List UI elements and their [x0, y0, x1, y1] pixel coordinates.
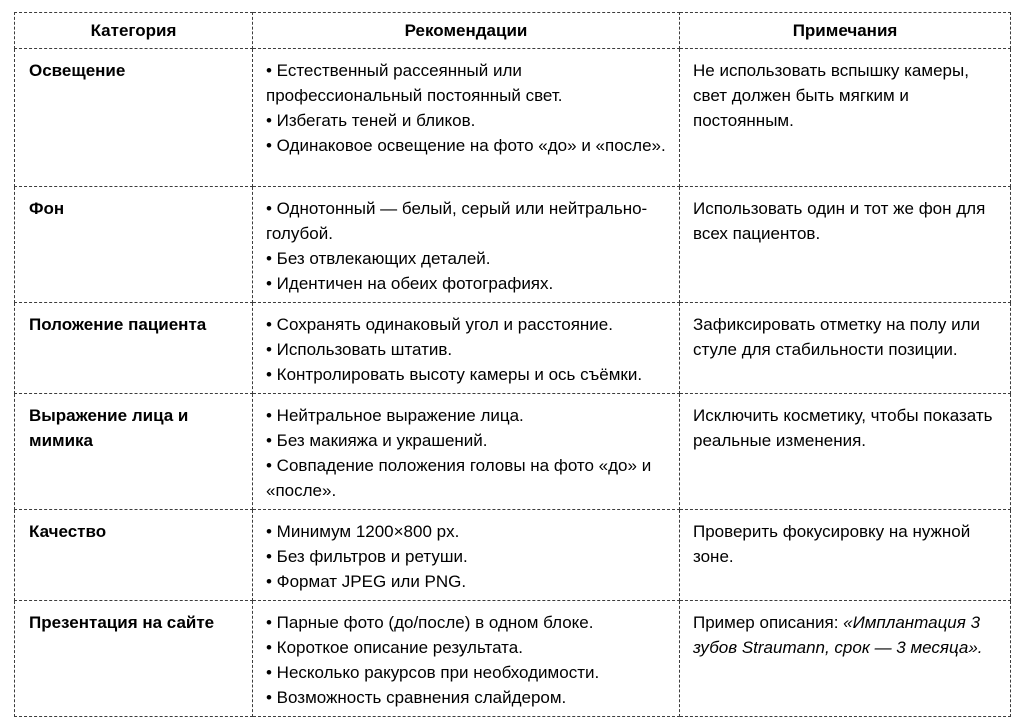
bullet-item: • Минимум 1200×800 px.: [266, 522, 460, 541]
category-cell: Положение пациента: [15, 303, 253, 394]
bullet-item: • Контролировать высоту камеры и ось съёмки.: [266, 365, 643, 384]
notes-cell: [680, 510, 1011, 601]
bullet-item: • Сохранять одинаковый угол и расстояние.: [266, 315, 613, 334]
category-cell: Фон: [15, 187, 253, 303]
notes-cell: [680, 303, 1011, 394]
category-cell: Освещение: [15, 49, 253, 187]
bullet-item: • Без отвлекающих деталей.: [266, 249, 491, 268]
category-cell: Выражение лица и мимика: [15, 394, 253, 510]
bullet-item: • Использовать штатив.: [266, 340, 453, 359]
bullet-item: • Без фильтров и ретуши.: [266, 547, 468, 566]
photo-guidelines-table: [14, 12, 1011, 717]
table-row: [15, 49, 1011, 187]
note-segment: Не использовать вспышку камеры, свет должен быть мягким и постоянным.: [693, 61, 969, 130]
category-cell: Качество: [15, 510, 253, 601]
bullet-item: • Одинаковое освещение на фото «до» и «после».: [266, 136, 666, 155]
table-row: [15, 187, 1011, 303]
note-italic-segment: «Имплантация 3 зубов Straumann, срок — 3 месяца».: [693, 613, 983, 657]
notes-cell: [680, 187, 1011, 303]
column-header-category: Категория: [15, 13, 253, 49]
bullet-item: • Естественный рассеянный или профессиональный постоянный свет.: [266, 61, 563, 105]
table-row: [15, 601, 1011, 717]
bullet-item: • Несколько ракурсов при необходимости.: [266, 663, 600, 682]
guidelines-table-wrapper: [14, 12, 1011, 717]
bullet-item: • Короткое описание результата.: [266, 638, 523, 657]
bullet-item: • Без макияжа и украшений.: [266, 431, 488, 450]
bullet-item: • Совпадение положения головы на фото «до» и «после».: [266, 456, 652, 500]
column-header-notes: Примечания: [680, 13, 1011, 49]
recommendations-cell: [253, 510, 680, 601]
notes-cell: [680, 601, 1011, 717]
recommendations-cell: [253, 394, 680, 510]
bullet-item: • Однотонный — белый, серый или нейтрально-голубой.: [266, 199, 648, 243]
bullet-item: • Избегать теней и бликов.: [266, 111, 476, 130]
bullet-item: • Парные фото (до/после) в одном блоке.: [266, 613, 594, 632]
table-row: [15, 394, 1011, 510]
note-segment: Проверить фокусировку на нужной зоне.: [693, 522, 971, 566]
table-row: [15, 510, 1011, 601]
header-row: [15, 13, 1011, 49]
column-header-recommendations: Рекомендации: [253, 13, 680, 49]
table-row: [15, 303, 1011, 394]
recommendations-cell: [253, 303, 680, 394]
note-segment: Зафиксировать отметку на полу или стуле для стабильности позиции.: [693, 315, 981, 359]
recommendations-cell: [253, 187, 680, 303]
bullet-item: • Идентичен на обеих фотографиях.: [266, 274, 554, 293]
notes-cell: [680, 49, 1011, 187]
notes-cell: [680, 394, 1011, 510]
note-segment: Использовать один и тот же фон для всех пациентов.: [693, 199, 986, 243]
table-body: [15, 49, 1011, 717]
note-segment: Исключить косметику, чтобы показать реальные изменения.: [693, 406, 993, 450]
recommendations-cell: [253, 49, 680, 187]
bullet-item: • Нейтральное выражение лица.: [266, 406, 524, 425]
bullet-item: • Формат JPEG или PNG.: [266, 572, 467, 591]
note-segment: Пример описания:: [693, 613, 844, 632]
category-cell: Презентация на сайте: [15, 601, 253, 717]
table-header: [15, 13, 1011, 49]
recommendations-cell: [253, 601, 680, 717]
bullet-item: • Возможность сравнения слайдером.: [266, 688, 567, 707]
